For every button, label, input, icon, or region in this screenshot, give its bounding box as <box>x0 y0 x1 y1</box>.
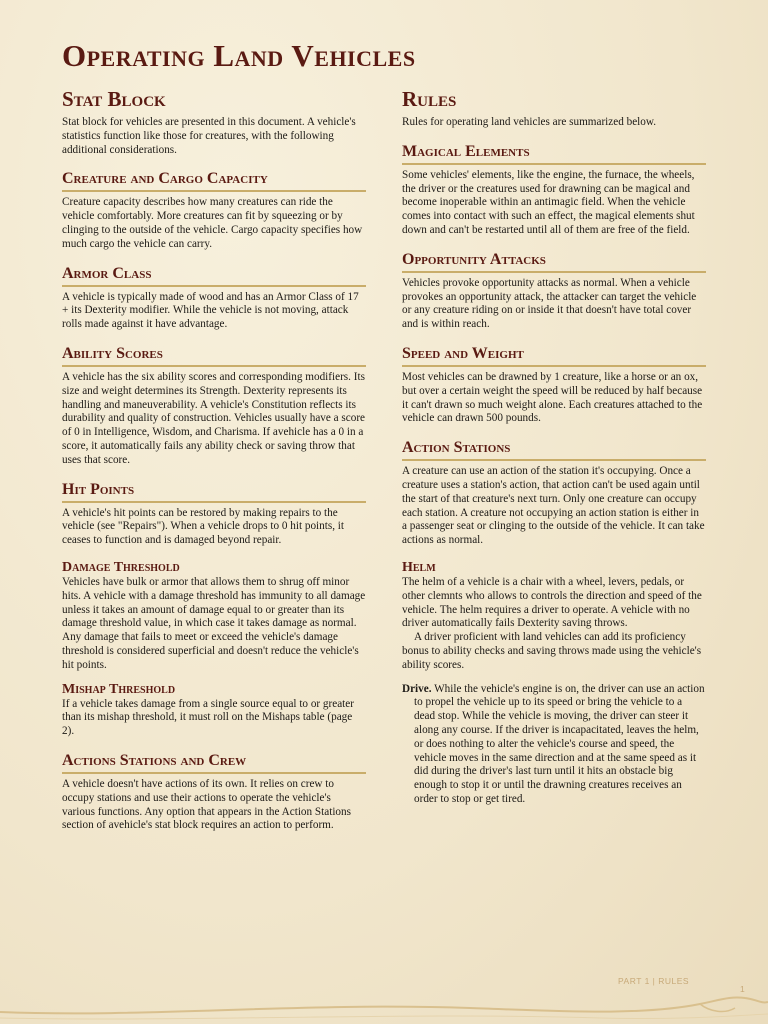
helm-text-1: The helm of a vehicle is a chair with a wheel, levers, pedals, or other clemnts who allows to controls the direction and speed of the vehicle. The helm requires a driver to operate. A vehicle with no driver automatically fails Dexterity saving throws. <box>402 575 702 630</box>
creature-cargo-text: Creature capacity describes how many creatures can ride the vehicle comfortably. More creatures can fit by squeezing or by clinging to the outside of the vehicle. Cargo capacity specifies how much cargo the vehicle can carry. <box>62 196 363 250</box>
section-mishap-threshold <box>62 682 366 739</box>
ability-scores-heading: Ability Scores <box>62 344 366 367</box>
page-number: 1 <box>740 984 745 994</box>
damage-threshold-text: Vehicles have bulk or armor that allows them to shrug off minor hits. A vehicle with a damage threshold has immunity to all damage unless it takes an amount of damage equal to or greater than its damage threshold value, in which case it takes damage as normal. Any damage that fails to meet or exceed the vehicle's damage threshold is considered superficial and doesn't reduce the vehicle's hit points. <box>62 575 366 671</box>
section-speed-weight <box>402 344 706 426</box>
magical-elements-text: Some vehicles' elements, like the engine, the furnace, the wheels, the driver or the creatures used for drawning can be magical and become inoperable within an antimagic field. When the vehicle comes into contact with such an effect, the magical elements shut down and can't be restarted until all of them are free of the field. <box>402 168 695 236</box>
ability-scores-text: A vehicle has the six ability scores and corresponding modifiers. Its size and weight determines its Strength. Dexterity represents its handling and maneuverability. A vehicle's Constitution reflects its durability and quality of construction. Vehicles usually have a score of 0 in Intelligence, Wisdom, and Charisma. If avehicle has a 0 in a score, it automatically fails any ability check or saving throw that uses that score. <box>62 370 366 466</box>
damage-threshold-heading: Damage Threshold <box>62 559 180 575</box>
hit-points-heading: Hit Points <box>62 480 366 503</box>
section-opportunity-attacks <box>402 250 706 332</box>
mishap-threshold-heading: Mishap Threshold <box>62 681 176 697</box>
hit-points-text: A vehicle's hit points can be restored by making repairs to the vehicle (see "Repairs"). When a vehicle drops to 0 hit points, it ceases to function and is damaged beyond repair. <box>62 506 345 547</box>
action-stations-text: A creature can use an action of the station it's occupying. Once a creature uses a station's action, that action can't be used again until the start of that creature's next turn. Only one creature can occupy each station. A creature not occupying an action station is either in a passenger seat or clinging to the outside of the vehicle. It can take actions as normal. <box>402 465 705 547</box>
action-stations-heading: Action Stations <box>402 438 706 461</box>
section-hit-points <box>62 480 366 548</box>
drive-label: Drive. <box>402 682 432 695</box>
speed-weight-heading: Speed and Weight <box>402 344 706 367</box>
section-stat-block <box>62 86 366 157</box>
rules-text: Rules for operating land vehicles are summarized below. <box>402 116 657 128</box>
section-creature-cargo <box>62 169 366 251</box>
section-actions-crew <box>62 751 366 833</box>
section-helm <box>402 560 706 807</box>
helm-heading: Helm <box>402 559 436 575</box>
mishap-threshold-text: If a vehicle takes damage from a single source equal to or greater than its mishap threshold, it must roll on the Mishaps table (page 2). <box>62 697 354 738</box>
footer-ornament-icon <box>0 990 768 1024</box>
left-column <box>62 86 366 845</box>
right-column <box>402 86 706 819</box>
drive-paragraph <box>402 683 706 807</box>
section-action-stations <box>402 438 706 548</box>
section-armor-class <box>62 264 366 332</box>
creature-cargo-heading: Creature and Cargo Capacity <box>62 169 366 192</box>
stat-block-heading: Stat Block <box>62 87 166 111</box>
helm-text-2: A driver proficient with land vehicles can add its proficiency bonus to ability checks and saving throws made using the vehicle's ability scores. <box>402 631 702 671</box>
section-ability-scores <box>62 344 366 468</box>
section-magical-elements <box>402 142 706 238</box>
magical-elements-heading: Magical Elements <box>402 142 706 165</box>
rules-heading: Rules <box>402 87 457 111</box>
drive-text: While the vehicle's engine is on, the driver can use an action to propel the vehicle up to its speed or bring the vehicle to a dead stop. While the vehicle is moving, the driver can steer it along any course. If the driver is incapacitated, leaves the helm, or does nothing to alter the vehicle's course and speed, the vehicle moves in the same direction and at the same speed as it did during the driver's last turn until it hits an obstacle big enough to stop it or until the drawning creatures receives an order to stop or get tired. <box>414 682 705 805</box>
actions-crew-heading: Actions Stations and Crew <box>62 751 366 774</box>
page-title: Operating Land Vehicles <box>62 38 416 73</box>
armor-class-heading: Armor Class <box>62 264 366 287</box>
opportunity-attacks-heading: Opportunity Attacks <box>402 250 706 273</box>
section-rules <box>402 86 706 130</box>
speed-weight-text: Most vehicles can be drawned by 1 creature, like a horse or an ox, but over a certain weight the speed will be reduced by half because it can't drawn so much weight alone. Each creatures attached to the vehicle can drawn 500 pounds. <box>402 370 703 425</box>
armor-class-text: A vehicle is typically made of wood and has an Armor Class of 17 + its Dexterity modifier. While the vehicle is not moving, attack rolls made against it have advantage. <box>62 290 359 331</box>
section-damage-threshold <box>62 560 366 673</box>
stat-block-text: Stat block for vehicles are presented in this document. A vehicle's statistics function like those for creatures, with the following additional considerations. <box>62 116 356 156</box>
actions-crew-text: A vehicle doesn't have actions of its own. It relies on crew to occupy stations and use their actions to operate the vehicle's various functions. Any option that appears in the Action Stations section of avehicle's stat block requires an action to perform. <box>62 777 351 832</box>
opportunity-attacks-text: Vehicles provoke opportunity attacks as normal. When a vehicle provokes an opportunity attack, the attacker can target the vehicle or any creature riding on or inside it that doesn't have total cover and is within reach. <box>402 276 697 331</box>
footer-part-label: PART 1 | RULES <box>618 976 690 986</box>
